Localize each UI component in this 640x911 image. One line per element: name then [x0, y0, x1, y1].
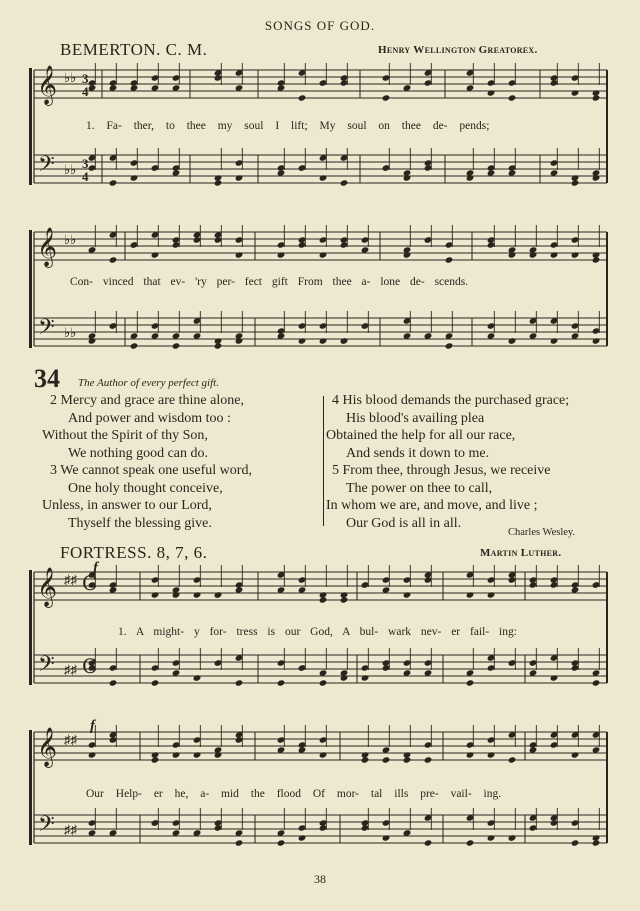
- common-time-icon: C: [82, 571, 98, 595]
- note-head: [403, 251, 412, 258]
- verse-line: And power and wisdom too :: [68, 410, 231, 426]
- bass-clef-icon: 𝄢: [38, 812, 55, 842]
- page-header: SONGS OF GOD.: [264, 18, 376, 33]
- key-signature-bass: ♯♯: [64, 662, 77, 677]
- note-head: [508, 337, 517, 344]
- dynamic-forte-2: f: [90, 718, 95, 734]
- verse-line: The power on thee to call,: [346, 480, 493, 496]
- verses-right-column: [326, 392, 570, 532]
- note-head: [319, 751, 328, 758]
- note-head: [109, 256, 118, 263]
- note-head: [508, 94, 517, 101]
- note-head: [466, 839, 475, 846]
- verse-line: Thyself the blessing give.: [68, 515, 212, 531]
- note-head: [403, 756, 412, 763]
- system-brace: [29, 570, 32, 685]
- note-head: [277, 679, 286, 686]
- note-head: [466, 591, 475, 598]
- note-head: [172, 342, 181, 349]
- note-head: [193, 674, 202, 681]
- note-head: [403, 174, 412, 181]
- note-head: [592, 94, 601, 101]
- hymn-subtitle: The Author of every perfect gift.: [78, 377, 219, 389]
- note-head: [424, 839, 433, 846]
- time-signature: 3: [82, 156, 89, 171]
- note-head: [298, 337, 307, 344]
- lyrics-fortress-line2: Our Help- er he, a- mid the flood Of mor- tal ills pre- vail- ing.: [86, 788, 502, 800]
- key-signature-bass: ♭♭: [64, 325, 77, 340]
- note-head: [592, 174, 601, 181]
- note-head: [487, 834, 496, 841]
- note-head: [214, 591, 223, 598]
- verse-line: 3 We cannot speak one useful word,: [50, 463, 252, 478]
- treble-clef-icon: 𝄞: [37, 227, 58, 267]
- composer-greatorex: Henry Wellington Greatorex.: [378, 44, 538, 56]
- note-head: [277, 251, 286, 258]
- note-head: [529, 251, 538, 258]
- note-head: [571, 839, 580, 846]
- treble-clef-icon: 𝄞: [37, 727, 58, 767]
- note-head: [508, 834, 517, 841]
- verse-line: Obtained the help for all our race,: [326, 428, 516, 443]
- dynamic-forte-1: f: [93, 560, 98, 576]
- note-head: [571, 751, 580, 758]
- key-signature-treble: ♭♭: [64, 232, 77, 247]
- key-signature-treble: ♯♯: [64, 572, 77, 587]
- note-head: [550, 337, 559, 344]
- key-signature-treble: ♯♯: [64, 732, 77, 747]
- note-head: [172, 751, 181, 758]
- note-head: [277, 839, 286, 846]
- note-head: [235, 174, 244, 181]
- verses-left-column: [42, 392, 252, 532]
- note-head: [382, 756, 391, 763]
- key-signature-bass: ♯♯: [64, 822, 77, 837]
- note-head: [466, 679, 475, 686]
- verse-line: 5 From thee, through Jesus, we receive: [332, 463, 551, 478]
- verse-line: One holy thought conceive,: [68, 480, 223, 496]
- note-head: [592, 839, 601, 846]
- key-signature-bass: ♭♭: [64, 162, 77, 177]
- lyrics-bemerton-line2: Con- vinced that ev- 'ry per- fect gift From thee a- lone de- scends.: [70, 276, 469, 288]
- note-head: [319, 251, 328, 258]
- note-head: [193, 591, 202, 598]
- note-head: [592, 679, 601, 686]
- note-head: [340, 337, 349, 344]
- note-head: [424, 756, 433, 763]
- note-head: [319, 596, 328, 603]
- note-head: [319, 337, 328, 344]
- note-head: [487, 751, 496, 758]
- hymn-number: 34: [34, 364, 60, 393]
- note-head: [592, 256, 601, 263]
- note-head: [571, 179, 580, 186]
- note-head: [487, 89, 496, 96]
- note-head: [361, 674, 370, 681]
- note-head: [382, 834, 391, 841]
- note-head: [214, 179, 223, 186]
- note-head: [550, 674, 559, 681]
- tune-title-bemerton: BEMERTON. C. M.: [60, 40, 208, 59]
- note-head: [151, 591, 160, 598]
- verse-line: Without the Spirit of thy Son,: [42, 428, 208, 443]
- note-head: [214, 342, 223, 349]
- treble-clef-icon: 𝄞: [37, 567, 58, 607]
- note-head: [361, 756, 370, 763]
- note-head: [403, 591, 412, 598]
- bass-clef-icon: 𝄢: [38, 152, 55, 182]
- lyrics-bemerton-line1: 1. Fa- ther, to thee my soul I lift; My soul on thee de- pends;: [86, 120, 490, 132]
- bass-clef-icon: 𝄢: [38, 315, 55, 345]
- note-head: [298, 94, 307, 101]
- note-head: [487, 591, 496, 598]
- note-head: [109, 179, 118, 186]
- note-head: [571, 251, 580, 258]
- note-head: [550, 251, 559, 258]
- note-head: [109, 679, 118, 686]
- treble-clef-icon: 𝄞: [37, 65, 58, 105]
- tune-title-fortress: FORTRESS. 8, 7, 6.: [60, 543, 208, 562]
- system-brace: [29, 230, 32, 348]
- composer-luther: Martin Luther.: [480, 547, 562, 559]
- verse-line: In whom we are, and move, and live ;: [326, 498, 538, 513]
- system-brace: [29, 730, 32, 845]
- time-signature: 3: [82, 71, 89, 86]
- column-divider: [323, 396, 324, 526]
- note-head: [466, 751, 475, 758]
- note-head: [298, 834, 307, 841]
- verse-line: 4 His blood demands the purchased grace;: [332, 393, 570, 408]
- note-head: [466, 174, 475, 181]
- note-head: [340, 596, 349, 603]
- page-number: 38: [314, 872, 326, 886]
- common-time-icon: C: [82, 654, 98, 678]
- verse-line: His blood's availing plea: [346, 410, 485, 426]
- note-head: [571, 89, 580, 96]
- hymn-author: Charles Wesley.: [508, 527, 576, 538]
- note-head: [319, 174, 328, 181]
- note-head: [130, 174, 139, 181]
- system-brace: [29, 68, 32, 185]
- note-head: [235, 251, 244, 258]
- lyrics-fortress-line1: 1. A might- y for- tress is our God, A bul- wark nev- er fail- ing:: [118, 626, 517, 638]
- note-head: [88, 751, 97, 758]
- note-head: [592, 337, 601, 344]
- verse-line: We nothing good can do.: [68, 445, 209, 461]
- note-head: [445, 256, 454, 263]
- verse-line: Our God is all in all.: [346, 515, 462, 531]
- bass-clef-icon: 𝄢: [38, 652, 55, 682]
- note-head: [130, 342, 139, 349]
- time-signature: 4: [82, 169, 89, 184]
- note-head: [151, 756, 160, 763]
- note-head: [319, 679, 328, 686]
- verse-line: And sends it down to me.: [346, 445, 490, 461]
- note-head: [382, 94, 391, 101]
- note-head: [235, 679, 244, 686]
- time-signature: 4: [82, 84, 89, 99]
- verse-line: 2 Mercy and grace are thine alone,: [50, 393, 244, 408]
- note-head: [193, 751, 202, 758]
- note-head: [508, 756, 517, 763]
- note-head: [172, 591, 181, 598]
- note-head: [340, 179, 349, 186]
- key-signature-treble: ♭♭: [64, 70, 77, 85]
- note-head: [445, 342, 454, 349]
- note-head: [235, 839, 244, 846]
- note-head: [151, 251, 160, 258]
- verse-line: Unless, in answer to our Lord,: [42, 498, 212, 513]
- note-head: [151, 679, 160, 686]
